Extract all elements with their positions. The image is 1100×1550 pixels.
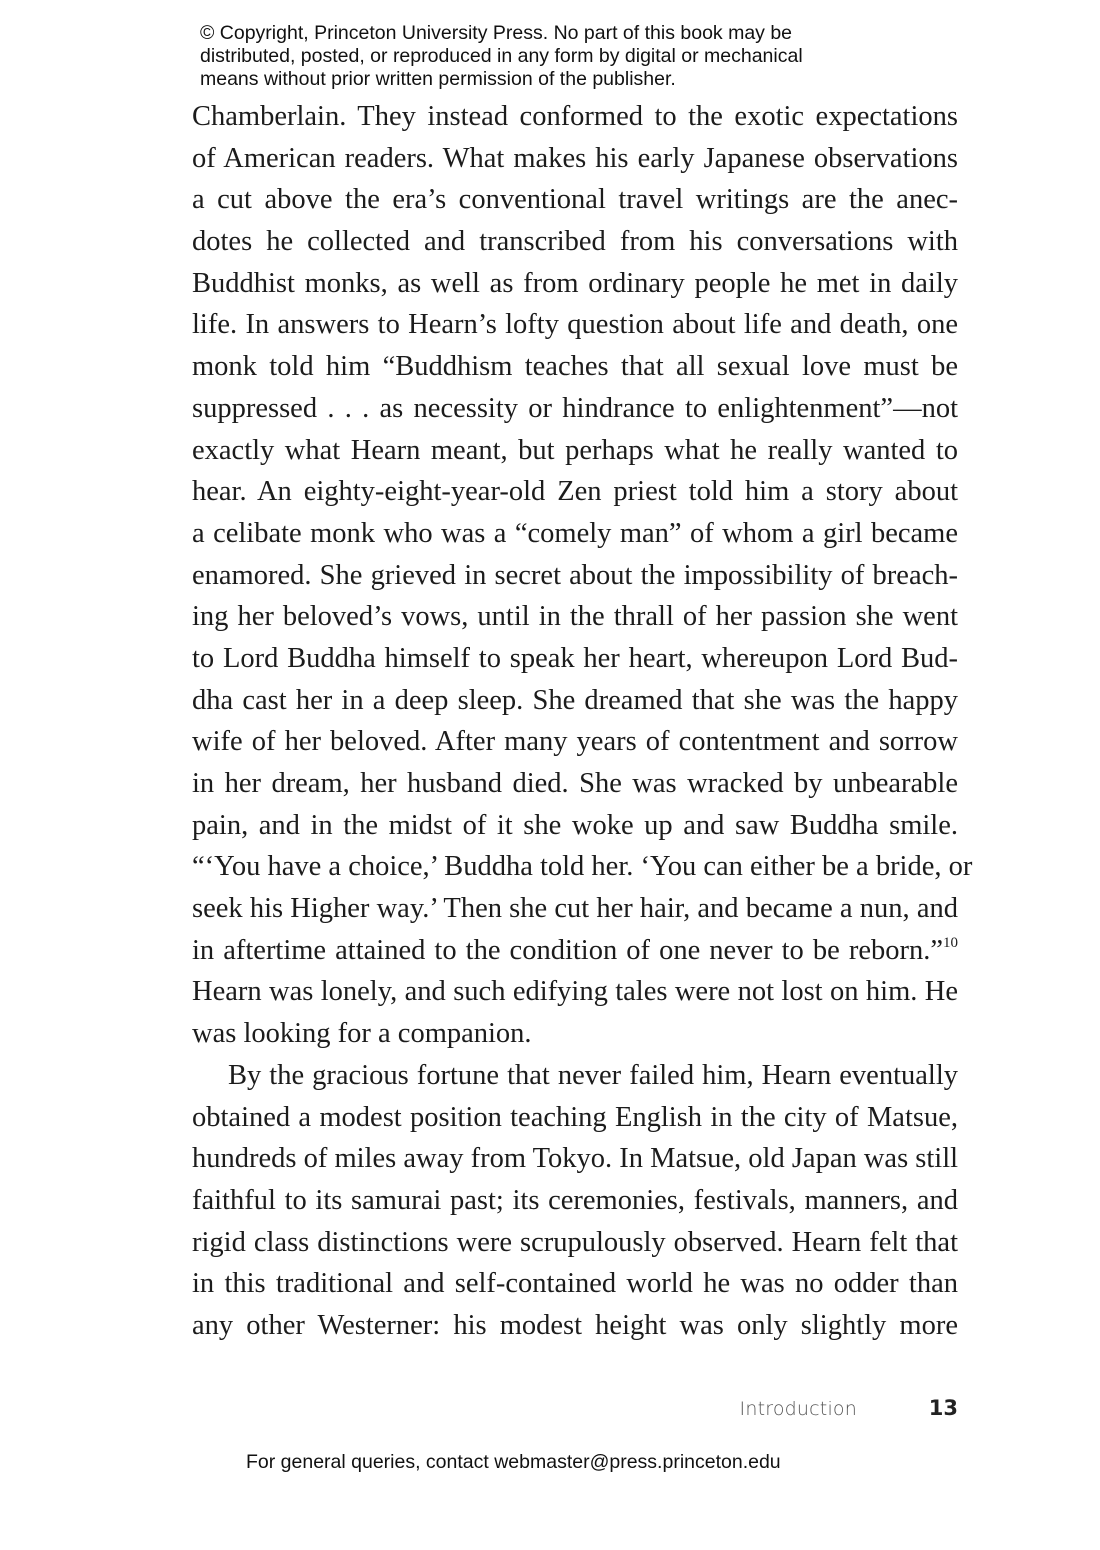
text-line: a celibate monk who was a “comely man” of whom a girl became — [192, 517, 958, 549]
text-line: hear. An eighty-eight-year-old Zen priest told him a story about — [192, 476, 958, 508]
text-line: wife of her beloved. After many years of contentment and sorrow — [192, 726, 958, 758]
text-line: faithful to its samurai past; its ceremonies, festivals, manners, and — [192, 1184, 958, 1216]
text-line: rigid class distinctions were scrupulously observed. Hearn felt that — [192, 1226, 958, 1258]
footnote-reference[interactable]: 10 — [943, 934, 958, 951]
text-line: to Lord Buddha himself to speak her heart, whereupon Lord Bud- — [192, 642, 958, 674]
text-line: monk told him “Buddhism teaches that all sexual love must be — [192, 351, 958, 383]
text-line: Hearn was lonely, and such edifying tales were not lost on him. He — [192, 976, 958, 1008]
paragraph-1 — [192, 96, 973, 1055]
text-line: hundreds of miles away from Tokyo. In Matsue, old Japan was still — [192, 1143, 959, 1175]
body-text — [192, 96, 973, 1347]
copyright-notice — [200, 22, 920, 91]
text-line: in her dream, her husband died. She was wracked by unbearable — [192, 768, 958, 799]
text-line: dotes he collected and transcribed from his conversations with — [192, 226, 958, 258]
text-line: “‘You have a choice,’ Buddha told her. ‘You can either be a bride, or — [192, 851, 973, 883]
text-line: suppressed . . . as necessity or hindrance to enlightenment”—not — [192, 392, 958, 424]
text-line: in aftertime attained to the condition of one never to be reborn.” — [192, 934, 943, 966]
text-line: Chamberlain. They instead conformed to the exotic expectations — [192, 101, 958, 132]
text-line: ing her beloved’s vows, until in the thrall of her passion she went — [192, 601, 958, 633]
text-line: enamored. She grieved in secret about the impossibility of breach- — [192, 559, 958, 591]
text-line: pain, and in the midst of it she woke up and saw Buddha smile. — [192, 809, 958, 841]
text-line: dha cast her in a deep sleep. She dreamed that she was the happy — [192, 684, 958, 716]
copyright-line: © Copyright, Princeton University Press. No part of this book may be — [200, 22, 793, 44]
copyright-line: means without prior written permission of the publisher. — [200, 68, 676, 90]
text-line: exactly what Hearn meant, but perhaps what he really wanted to — [192, 434, 958, 466]
text-line: Buddhist monks, as well as from ordinary people he met in daily — [192, 267, 958, 299]
page-number: 13 — [928, 1396, 958, 1420]
text-line: any other Westerner: his modest height was only slightly more — [192, 1309, 958, 1341]
text-line: obtained a modest position teaching English in the city of Matsue, — [192, 1101, 958, 1133]
text-line: in this traditional and self-contained world he was no odder than — [192, 1268, 958, 1300]
paragraph-2 — [192, 1055, 958, 1347]
text-line: By the gracious fortune that never failed him, Hearn eventually — [228, 1059, 958, 1091]
text-line: was looking for a companion. — [192, 1018, 532, 1050]
text-line: a cut above the era’s conventional travel writings are the anec- — [192, 184, 958, 216]
running-footer — [700, 1396, 958, 1426]
copyright-line: distributed, posted, or reproduced in any form by digital or mechanical — [200, 45, 803, 67]
text-line: of American readers. What makes his early Japanese observations — [192, 142, 958, 174]
text-line: life. In answers to Hearn’s lofty question about life and death, one — [192, 309, 958, 341]
running-title: Introduction — [739, 1398, 857, 1420]
text-line: seek his Higher way.’ Then she cut her hair, and became a nun, and — [192, 893, 958, 925]
contact-note: For general queries, contact webmaster@press.princeton.edu — [246, 1451, 781, 1473]
text-line-with-footnote — [192, 930, 958, 972]
